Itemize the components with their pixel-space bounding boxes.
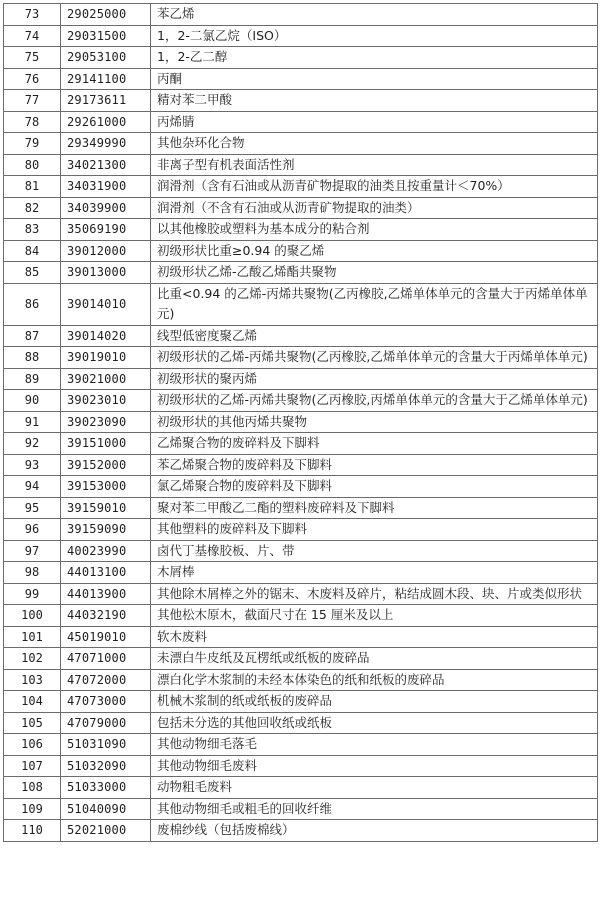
row-number: 79 bbox=[4, 133, 61, 155]
table-row bbox=[4, 262, 598, 284]
commodity-code: 29261000 bbox=[61, 111, 151, 133]
row-number: 74 bbox=[4, 25, 61, 47]
table-row bbox=[4, 411, 598, 433]
commodity-name: 初级形状的聚丙烯 bbox=[151, 368, 598, 390]
row-number: 84 bbox=[4, 240, 61, 262]
commodity-code: 34039900 bbox=[61, 197, 151, 219]
commodity-name: 木屑棒 bbox=[151, 562, 598, 584]
commodity-name: 其他动物细毛或粗毛的回收纤维 bbox=[151, 798, 598, 820]
commodity-name: 氯乙烯聚合物的废碎料及下脚料 bbox=[151, 476, 598, 498]
commodity-code: 39014020 bbox=[61, 325, 151, 347]
commodity-name: 其他松木原木，截面尺寸在 15 厘米及以上 bbox=[151, 605, 598, 627]
table-row bbox=[4, 562, 598, 584]
table-row bbox=[4, 176, 598, 198]
row-number: 108 bbox=[4, 777, 61, 799]
commodity-code: 45019010 bbox=[61, 626, 151, 648]
commodity-name: 精对苯二甲酸 bbox=[151, 90, 598, 112]
table-row bbox=[4, 68, 598, 90]
table-row bbox=[4, 133, 598, 155]
commodity-code: 44013900 bbox=[61, 583, 151, 605]
commodity-code: 34031900 bbox=[61, 176, 151, 198]
commodity-code: 51032090 bbox=[61, 755, 151, 777]
table-row bbox=[4, 219, 598, 241]
row-number: 86 bbox=[4, 283, 61, 325]
commodity-code: 39013000 bbox=[61, 262, 151, 284]
table-row bbox=[4, 691, 598, 713]
commodity-name: 1，2-乙二醇 bbox=[151, 47, 598, 69]
commodity-name: 初级形状的乙烯-丙烯共聚物(乙丙橡胶,丙烯单体单元的含量大于乙烯单体单元) bbox=[151, 390, 598, 412]
row-number: 77 bbox=[4, 90, 61, 112]
row-number: 102 bbox=[4, 648, 61, 670]
table-row bbox=[4, 712, 598, 734]
commodity-code: 39023090 bbox=[61, 411, 151, 433]
table-row bbox=[4, 798, 598, 820]
commodity-code: 39151000 bbox=[61, 433, 151, 455]
commodity-name: 初级形状的乙烯-丙烯共聚物(乙丙橡胶,乙烯单体单元的含量大于丙烯单体单元) bbox=[151, 347, 598, 369]
table-row bbox=[4, 820, 598, 842]
commodity-name: 苯乙烯 bbox=[151, 4, 598, 26]
commodity-name: 聚对苯二甲酸乙二酯的塑料废碎料及下脚料 bbox=[151, 497, 598, 519]
table-row bbox=[4, 368, 598, 390]
table-row bbox=[4, 734, 598, 756]
commodity-code: 44032190 bbox=[61, 605, 151, 627]
commodity-code: 29349990 bbox=[61, 133, 151, 155]
row-number: 91 bbox=[4, 411, 61, 433]
commodity-name: 废棉纱线（包括废棉线） bbox=[151, 820, 598, 842]
commodity-name: 初级形状乙烯-乙酸乙烯酯共聚物 bbox=[151, 262, 598, 284]
commodity-code: 51033000 bbox=[61, 777, 151, 799]
row-number: 110 bbox=[4, 820, 61, 842]
commodity-name: 丙烯腈 bbox=[151, 111, 598, 133]
row-number: 92 bbox=[4, 433, 61, 455]
row-number: 89 bbox=[4, 368, 61, 390]
commodity-code: 39159010 bbox=[61, 497, 151, 519]
row-number: 73 bbox=[4, 4, 61, 26]
commodity-name: 润滑剂（含有石油或从沥青矿物提取的油类且按重量计＜70%） bbox=[151, 176, 598, 198]
row-number: 96 bbox=[4, 519, 61, 541]
row-number: 94 bbox=[4, 476, 61, 498]
row-number: 99 bbox=[4, 583, 61, 605]
commodity-name: 初级形状的其他丙烯共聚物 bbox=[151, 411, 598, 433]
table-row bbox=[4, 648, 598, 670]
row-number: 109 bbox=[4, 798, 61, 820]
row-number: 93 bbox=[4, 454, 61, 476]
commodity-code: 29141100 bbox=[61, 68, 151, 90]
table-row bbox=[4, 111, 598, 133]
commodity-code: 47073000 bbox=[61, 691, 151, 713]
commodity-code: 29025000 bbox=[61, 4, 151, 26]
commodity-code: 39153000 bbox=[61, 476, 151, 498]
commodity-name: 包括未分选的其他回收纸或纸板 bbox=[151, 712, 598, 734]
commodity-code: 47072000 bbox=[61, 669, 151, 691]
row-number: 83 bbox=[4, 219, 61, 241]
row-number: 75 bbox=[4, 47, 61, 69]
commodity-name: 1，2-二氯乙烷（ISO） bbox=[151, 25, 598, 47]
table-row bbox=[4, 497, 598, 519]
commodity-name: 苯乙烯聚合物的废碎料及下脚料 bbox=[151, 454, 598, 476]
commodity-code: 39159090 bbox=[61, 519, 151, 541]
table-row bbox=[4, 755, 598, 777]
commodity-code: 29031500 bbox=[61, 25, 151, 47]
commodity-code: 44013100 bbox=[61, 562, 151, 584]
row-number: 85 bbox=[4, 262, 61, 284]
row-number: 80 bbox=[4, 154, 61, 176]
commodity-name: 卤代丁基橡胶板、片、带 bbox=[151, 540, 598, 562]
table-row bbox=[4, 240, 598, 262]
table-row bbox=[4, 4, 598, 26]
row-number: 87 bbox=[4, 325, 61, 347]
row-number: 106 bbox=[4, 734, 61, 756]
commodity-name: 其他除木屑棒之外的锯末、木废料及碎片，粘结成圆木段、块、片或类似形状 bbox=[151, 583, 598, 605]
table-row bbox=[4, 325, 598, 347]
row-number: 105 bbox=[4, 712, 61, 734]
table-row bbox=[4, 519, 598, 541]
commodity-code: 39019010 bbox=[61, 347, 151, 369]
row-number: 76 bbox=[4, 68, 61, 90]
row-number: 98 bbox=[4, 562, 61, 584]
row-number: 81 bbox=[4, 176, 61, 198]
commodity-name: 丙酮 bbox=[151, 68, 598, 90]
commodity-code: 39014010 bbox=[61, 283, 151, 325]
commodity-name: 比重<0.94 的乙烯-丙烯共聚物(乙丙橡胶,乙烯单体单元的含量大于丙烯单体单元) bbox=[151, 283, 598, 325]
commodity-code: 52021000 bbox=[61, 820, 151, 842]
commodity-code: 35069190 bbox=[61, 219, 151, 241]
commodity-code: 39012000 bbox=[61, 240, 151, 262]
table-row bbox=[4, 154, 598, 176]
commodity-name: 其他动物细毛落毛 bbox=[151, 734, 598, 756]
commodity-code: 29053100 bbox=[61, 47, 151, 69]
row-number: 101 bbox=[4, 626, 61, 648]
table-row bbox=[4, 347, 598, 369]
commodity-name: 初级形状比重≥0.94 的聚乙烯 bbox=[151, 240, 598, 262]
row-number: 90 bbox=[4, 390, 61, 412]
row-number: 104 bbox=[4, 691, 61, 713]
table-row bbox=[4, 90, 598, 112]
table-row bbox=[4, 540, 598, 562]
table-row bbox=[4, 626, 598, 648]
commodity-code: 29173611 bbox=[61, 90, 151, 112]
commodity-name: 其他塑料的废碎料及下脚料 bbox=[151, 519, 598, 541]
commodity-name: 其他杂环化合物 bbox=[151, 133, 598, 155]
commodity-name: 润滑剂（不含有石油或从沥青矿物提取的油类） bbox=[151, 197, 598, 219]
table-row bbox=[4, 197, 598, 219]
commodity-name: 线型低密度聚乙烯 bbox=[151, 325, 598, 347]
table-row bbox=[4, 669, 598, 691]
commodity-code: 39023010 bbox=[61, 390, 151, 412]
table-row bbox=[4, 605, 598, 627]
commodity-name: 乙烯聚合物的废碎料及下脚料 bbox=[151, 433, 598, 455]
table-row bbox=[4, 777, 598, 799]
commodity-name: 漂白化学木浆制的未经本体染色的纸和纸板的废碎品 bbox=[151, 669, 598, 691]
commodity-code: 51031090 bbox=[61, 734, 151, 756]
commodity-code: 47079000 bbox=[61, 712, 151, 734]
commodity-name: 非离子型有机表面活性剂 bbox=[151, 154, 598, 176]
table-row bbox=[4, 433, 598, 455]
commodity-name: 机械木浆制的纸或纸板的废碎品 bbox=[151, 691, 598, 713]
row-number: 100 bbox=[4, 605, 61, 627]
commodity-code: 39021000 bbox=[61, 368, 151, 390]
table-body bbox=[4, 4, 598, 842]
table-row bbox=[4, 25, 598, 47]
commodity-name: 动物粗毛废料 bbox=[151, 777, 598, 799]
row-number: 82 bbox=[4, 197, 61, 219]
row-number: 95 bbox=[4, 497, 61, 519]
commodity-code: 51040090 bbox=[61, 798, 151, 820]
commodity-name: 软木废料 bbox=[151, 626, 598, 648]
commodity-name: 以其他橡胶或塑料为基本成分的粘合剂 bbox=[151, 219, 598, 241]
table-row bbox=[4, 390, 598, 412]
row-number: 88 bbox=[4, 347, 61, 369]
row-number: 107 bbox=[4, 755, 61, 777]
table-row bbox=[4, 47, 598, 69]
tariff-code-table bbox=[3, 3, 598, 842]
row-number: 97 bbox=[4, 540, 61, 562]
commodity-name: 未漂白牛皮纸及瓦楞纸或纸板的废碎品 bbox=[151, 648, 598, 670]
commodity-name: 其他动物细毛废料 bbox=[151, 755, 598, 777]
row-number: 103 bbox=[4, 669, 61, 691]
commodity-code: 39152000 bbox=[61, 454, 151, 476]
row-number: 78 bbox=[4, 111, 61, 133]
table-row bbox=[4, 454, 598, 476]
table-row bbox=[4, 583, 598, 605]
commodity-code: 47071000 bbox=[61, 648, 151, 670]
commodity-code: 34021300 bbox=[61, 154, 151, 176]
table-row bbox=[4, 283, 598, 325]
commodity-code: 40023990 bbox=[61, 540, 151, 562]
table-row bbox=[4, 476, 598, 498]
